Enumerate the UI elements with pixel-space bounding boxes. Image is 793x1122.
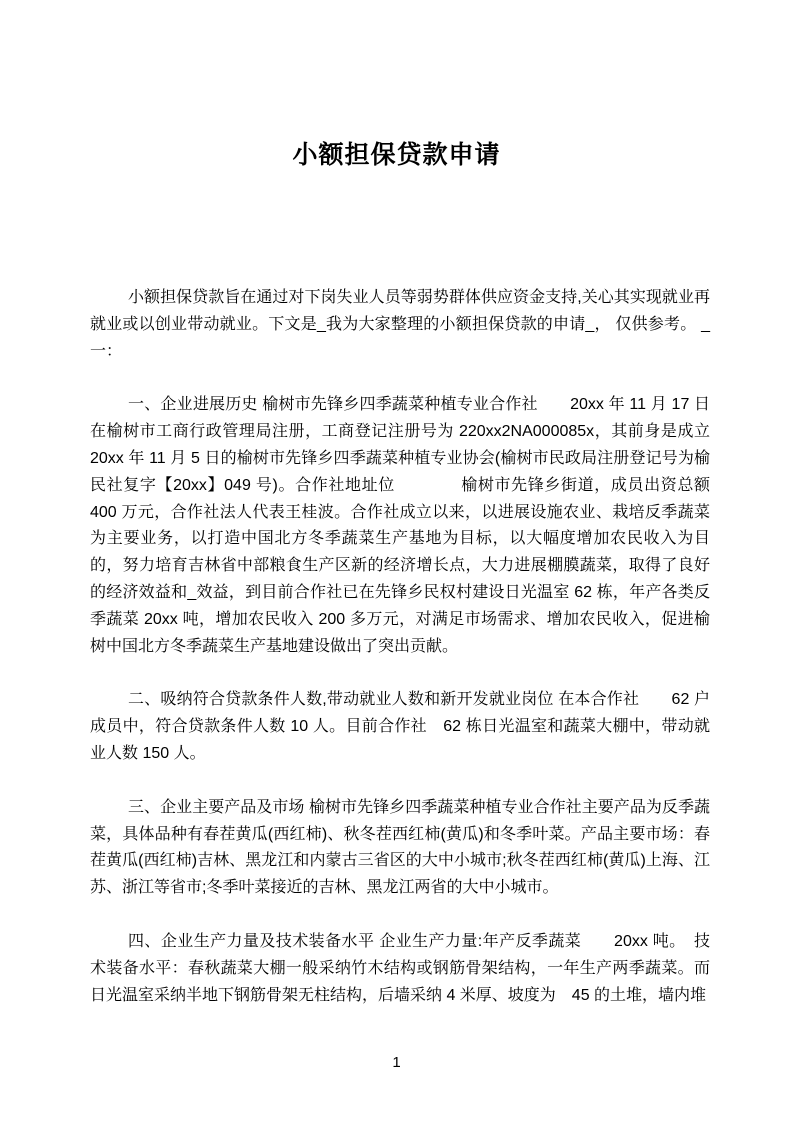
intro-paragraph: 小额担保贷款旨在通过对下岗失业人员等弱势群体供应资金支持,关心其实现就业再就业或以创业带动就业。下文是_我为大家整理的小额担保贷款的申请_， 仅供参考。 _一： [90,289,710,360]
page-number: 1 [392,1054,401,1071]
section-1-enterprise-history-paragraph: 一、企业进展历史 榆树市先锋乡四季蔬菜种植专业合作社 20xx 年 11 月 17 日在榆树市工商行政管理局注册，工商登记注册号为 220xx2NA000085x，其前身是成立 20xx 年 11 月 5 日的榆树市先锋乡四季蔬菜种植专业协会(榆树市民政局注册登记号为榆民社复字【20xx】049 号)。合作社地址位 榆树市先锋乡街道，成员出资总额 400 万元，合作社法人代表王桂波。合作社成立以来，以进展设施农业、栽培反季蔬菜为主要业务，以打造中国北方冬季蔬菜生产基地为目标，以大幅度增加农民收入为目的，努力培育吉林省中部粮食生产区新的经济增长点，大力进展棚膜蔬菜，取得了良好的经济效益和_效益，到目前合作社已在先锋乡民权村建设日光温室 62 栋，年产各类反季蔬菜 20xx 吨，增加农民收入 200 多万元，对满足市场需求、增加农民收入，促进榆树中国北方冬季蔬菜生产基地建设做出了突出贡献。 [90,396,759,655]
document-body [90,285,759,1009]
section-4-capacity-equipment-paragraph: 四、企业生产力量及技术装备水平 企业生产力量:年产反季蔬菜 20xx 吨。 技术装备水平：春秋蔬菜大棚一般采纳竹木结构或钢筋骨架结构，一年生产两季蔬菜。而日光温室采纳半地下钢筋骨架无柱结构，后墙采纳 4 米厚、坡度为 45 的土堆，墙内堆 [90,932,710,1004]
section-3-products-markets-paragraph: 三、企业主要产品及市场 榆树市先锋乡四季蔬菜种植专业合作社主要产品为反季蔬菜，具体品种有春茬黄瓜(西红柿)、秋冬茬西红柿(黄瓜)和冬季叶菜。产品主要市场：春茬黄瓜(西红柿)吉林、黑龙江和内蒙古三省区的大中小城市;秋冬茬西红柿(黄瓜)上海、江苏、浙江等省市;冬季叶菜接近的吉林、黑龙江两省的大中小城市。 [90,798,710,897]
section-2-loan-eligible-employment-paragraph: 二、吸纳符合贷款条件人数,带动就业人数和新开发就业岗位 在本合作社 62 户成员中，符合贷款条件人数 10 人。目前合作社 62 栋日光温室和蔬菜大棚中，带动就业人数 150 人。 [90,691,710,762]
document-title: 小额担保贷款申请 [292,141,501,169]
